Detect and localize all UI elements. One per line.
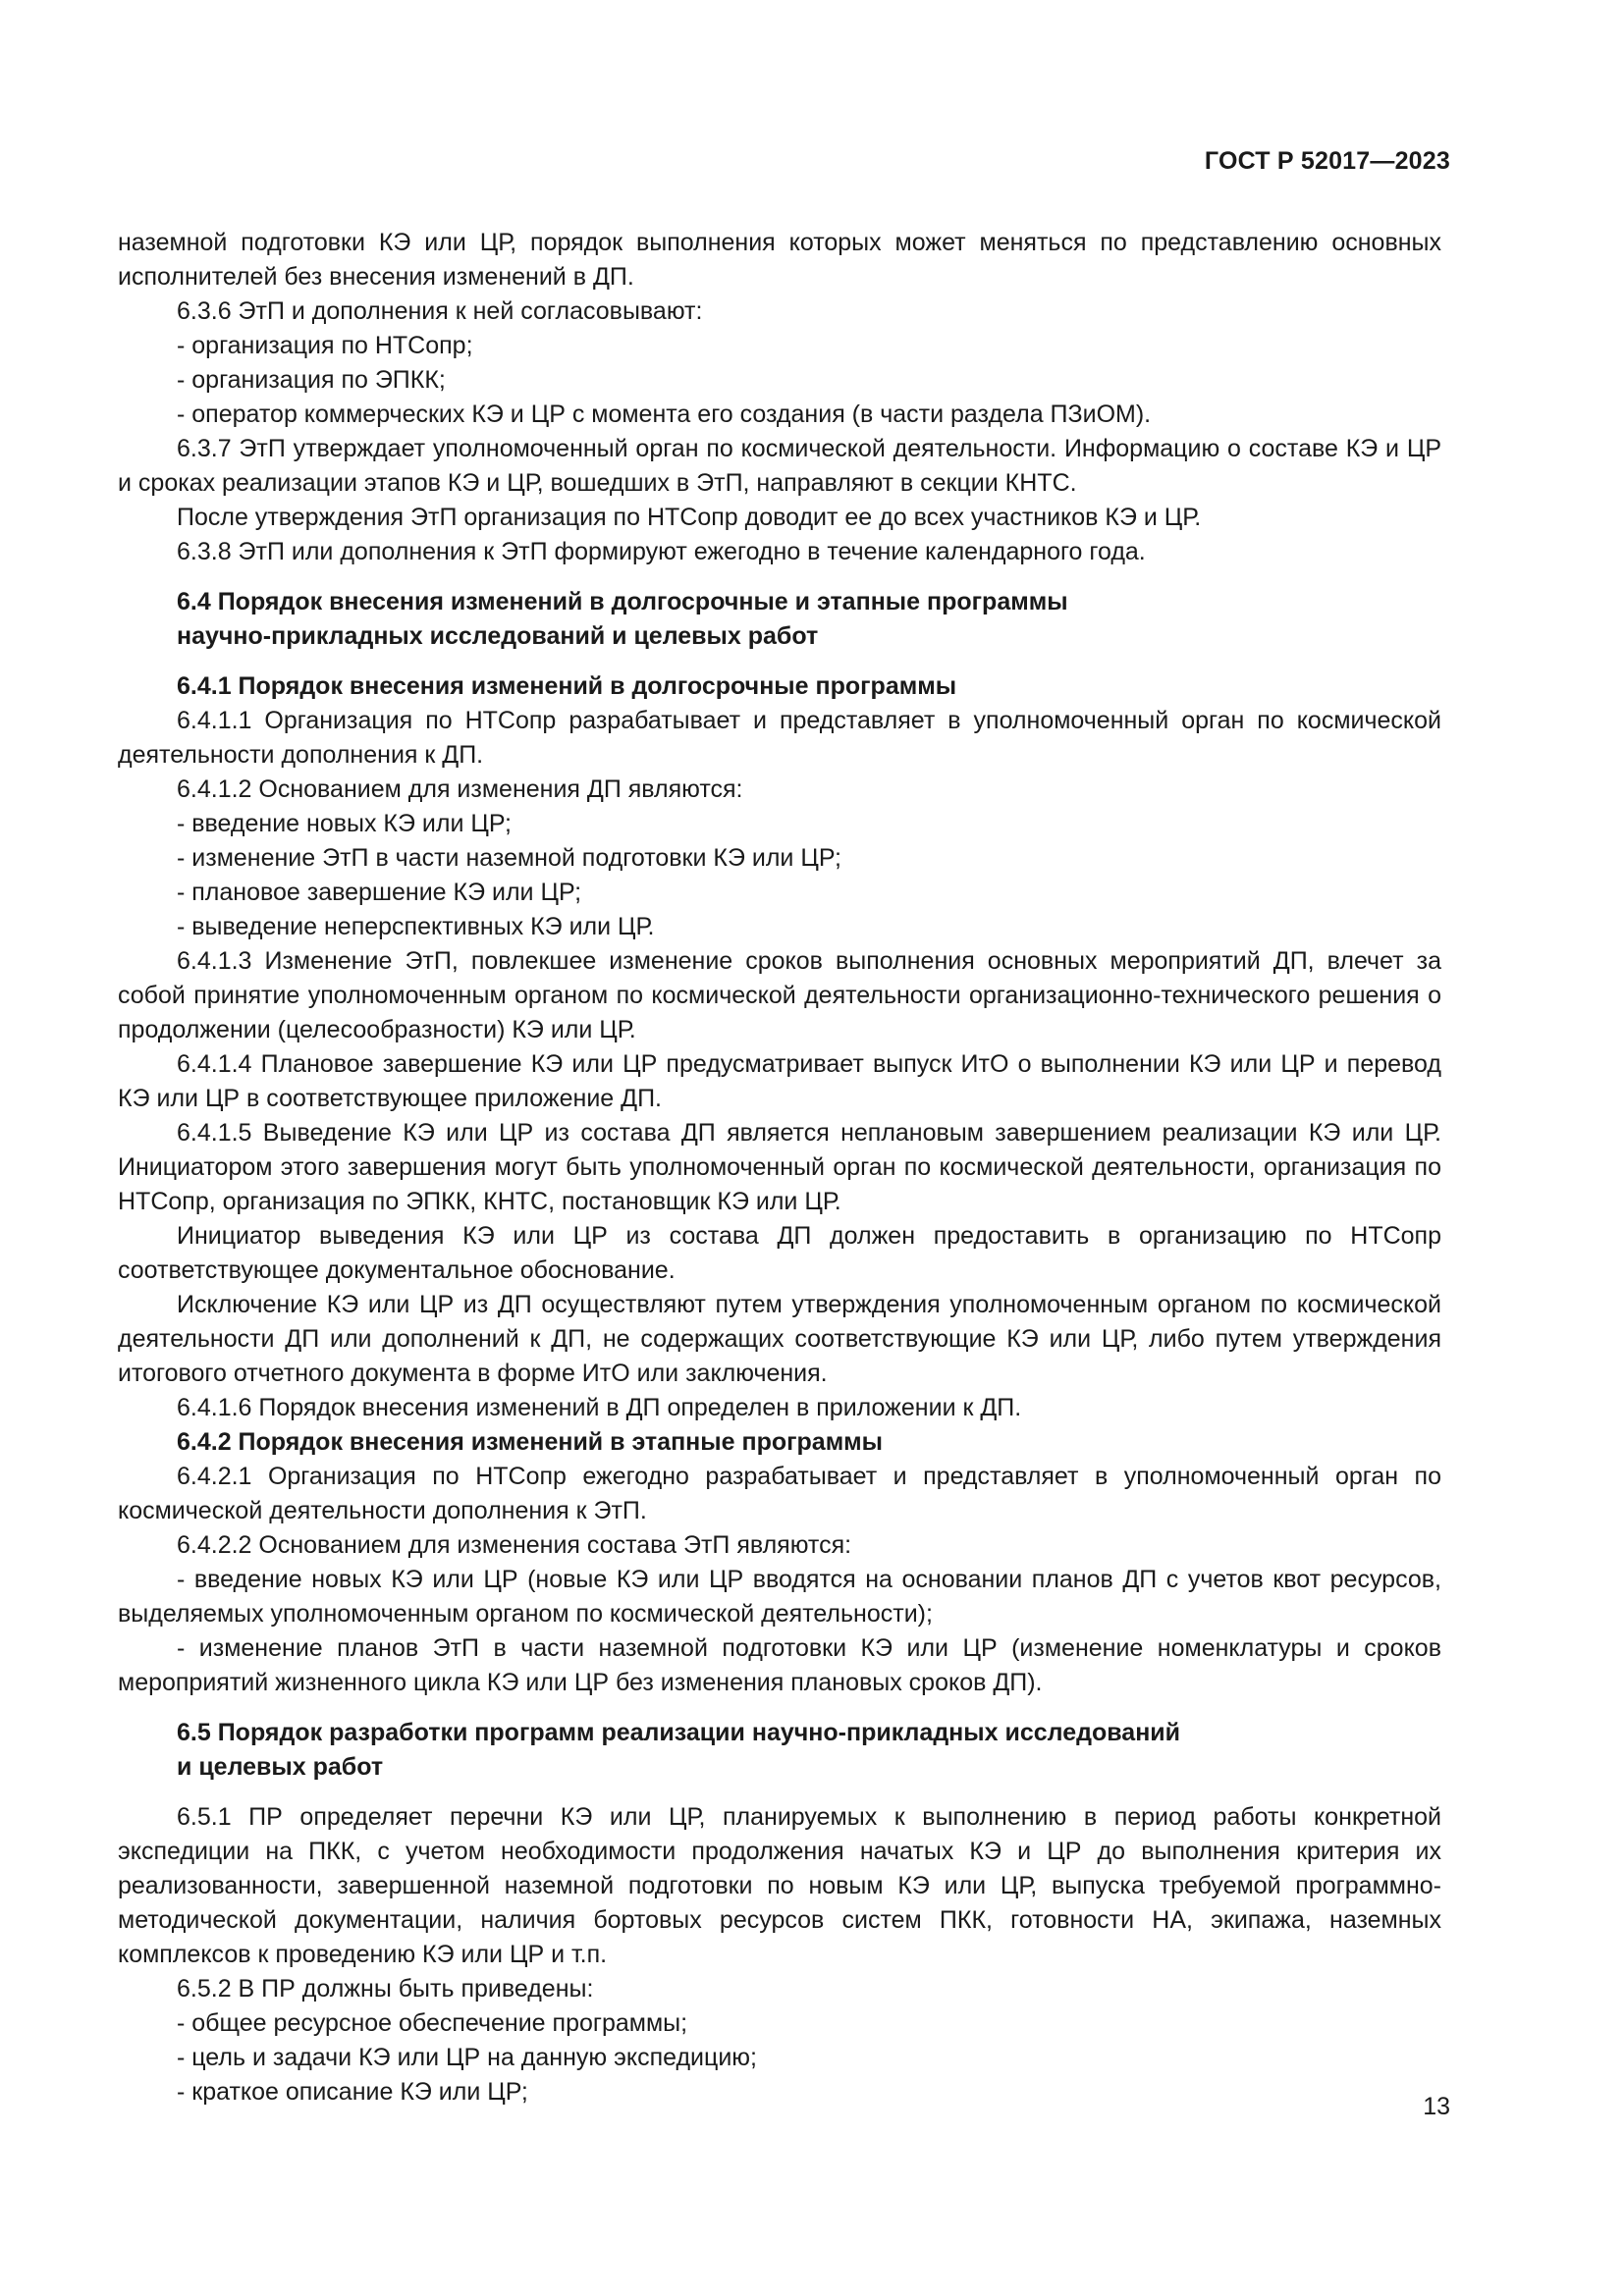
heading-line: научно-прикладных исследований и целевых работ: [177, 622, 819, 650]
paragraph: 6.4.1.5 Выведение КЭ или ЦР из состава ДП является неплановым завершением реализации КЭ или ЦР. Инициатором этого завершения могут быть уполномоченный орган по космической деятельности, организация по НТСопр, организация по ЭПКК, КНТС, постановщик КЭ или ЦР.: [118, 1119, 1441, 1215]
list-item: - организация по ЭПКК;: [177, 366, 446, 394]
page-number: 13: [1423, 2093, 1450, 2120]
heading-line: 6.4 Порядок внесения изменений в долгосрочные и этапные программы: [177, 588, 1068, 615]
page-content: [118, 226, 1441, 2109]
list-item: - плановое завершение КЭ или ЦР;: [177, 879, 582, 906]
paragraph: 6.3.7 ЭтП утверждает уполномоченный орган по космической деятельности. Информацию о составе КЭ и ЦР и сроках реализации этапов КЭ и ЦР, вошедших в ЭтП, направляют в секции КНТС.: [118, 435, 1441, 497]
list-item: - цель и задачи КЭ или ЦР на данную экспедицию;: [177, 2044, 758, 2071]
list-item: - краткое описание КЭ или ЦР;: [177, 2078, 528, 2106]
paragraph: 6.3.8 ЭтП или дополнения к ЭтП формируют ежегодно в течение календарного года.: [177, 538, 1146, 565]
paragraph: 6.5.2 В ПР должны быть приведены:: [177, 1975, 594, 2002]
paragraph: 6.4.2.2 Основанием для изменения состава ЭтП являются:: [177, 1531, 852, 1559]
document-header: ГОСТ Р 52017—2023: [1204, 147, 1450, 175]
list-item: - введение новых КЭ или ЦР;: [177, 810, 512, 837]
paragraph: - введение новых КЭ или ЦР (новые КЭ или ЦР вводятся на основании планов ДП с учетов квот ресурсов, выделяемых уполномоченным органом по космической деятельности);: [118, 1566, 1441, 1628]
list-item: - изменение ЭтП в части наземной подготовки КЭ или ЦР;: [177, 844, 841, 872]
paragraph: 6.4.1.3 Изменение ЭтП, повлекшее изменение сроков выполнения основных мероприятий ДП, влечет за собой принятие уполномоченным органом по космической деятельности организационно-технического решения о продолжении (целесообразности) КЭ или ЦР.: [118, 947, 1441, 1043]
list-item: - выведение неперспективных КЭ или ЦР.: [177, 913, 655, 940]
paragraph: Инициатор выведения КЭ или ЦР из состава ДП должен предоставить в организацию по НТСопр соответствующее документальное обоснование.: [118, 1222, 1441, 1284]
heading-line: и целевых работ: [177, 1753, 384, 1781]
paragraph: Исключение КЭ или ЦР из ДП осуществляют путем утверждения уполномоченным органом по космической деятельности ДП или дополнений к ДП, не содержащих соответствующие КЭ или ЦР, либо путем утверждения итогового отчетного документа в форме ИтО или заключения.: [118, 1291, 1441, 1387]
paragraph: 6.4.1.6 Порядок внесения изменений в ДП определен в приложении к ДП.: [177, 1394, 1022, 1421]
subsection-heading-6-4-1: 6.4.1 Порядок внесения изменений в долгосрочные программы: [177, 672, 957, 700]
paragraph: После утверждения ЭтП организация по НТСопр доводит ее до всех участников КЭ и ЦР.: [177, 504, 1202, 531]
list-item: - организация по НТСопр;: [177, 332, 473, 359]
section-heading-6-4: [118, 585, 1441, 654]
paragraph: наземной подготовки КЭ или ЦР, порядок выполнения которых может меняться по представлению основных исполнителей без внесения изменений в ДП.: [118, 229, 1441, 291]
paragraph: 6.4.1.1 Организация по НТСопр разрабатывает и представляет в уполномоченный орган по космической деятельности дополнения к ДП.: [118, 707, 1441, 769]
paragraph: 6.3.6 ЭтП и дополнения к ней согласовывают:: [177, 297, 703, 325]
list-item: - общее ресурсное обеспечение программы;: [177, 2009, 688, 2037]
heading-line: 6.5 Порядок разработки программ реализации научно-прикладных исследований: [177, 1719, 1181, 1746]
paragraph: 6.5.1 ПР определяет перечни КЭ или ЦР, планируемых к выполнению в период работы конкретной экспедиции на ПКК, с учетом необходимости продолжения начатых КЭ и ЦР до выполнения критерия их реализованности, завершенной наземной подготовки по новым КЭ или ЦР, выпуска требуемой программно-методической документации, наличия бортовых ресурсов систем ПКК, готовности НА, экипажа, наземных комплексов к проведению КЭ или ЦР и т.п.: [118, 1803, 1441, 1968]
paragraph: 6.4.1.2 Основанием для изменения ДП являются:: [177, 775, 743, 803]
paragraph: 6.4.1.4 Плановое завершение КЭ или ЦР предусматривает выпуск ИтО о выполнении КЭ или ЦР и перевод КЭ или ЦР в соответствующее приложение ДП.: [118, 1050, 1441, 1112]
section-heading-6-5: [118, 1716, 1441, 1785]
list-item: - оператор коммерческих КЭ и ЦР с момента его создания (в части раздела ПЗиОМ).: [177, 400, 1152, 428]
paragraph: - изменение планов ЭтП в части наземной подготовки КЭ или ЦР (изменение номенклатуры и сроков мероприятий жизненного цикла КЭ или ЦР без изменения плановых сроков ДП).: [118, 1634, 1441, 1696]
paragraph: 6.4.2.1 Организация по НТСопр ежегодно разрабатывает и представляет в уполномоченный орган по космической деятельности дополнения к ЭтП.: [118, 1463, 1441, 1524]
subsection-heading-6-4-2: 6.4.2 Порядок внесения изменений в этапные программы: [177, 1428, 884, 1456]
